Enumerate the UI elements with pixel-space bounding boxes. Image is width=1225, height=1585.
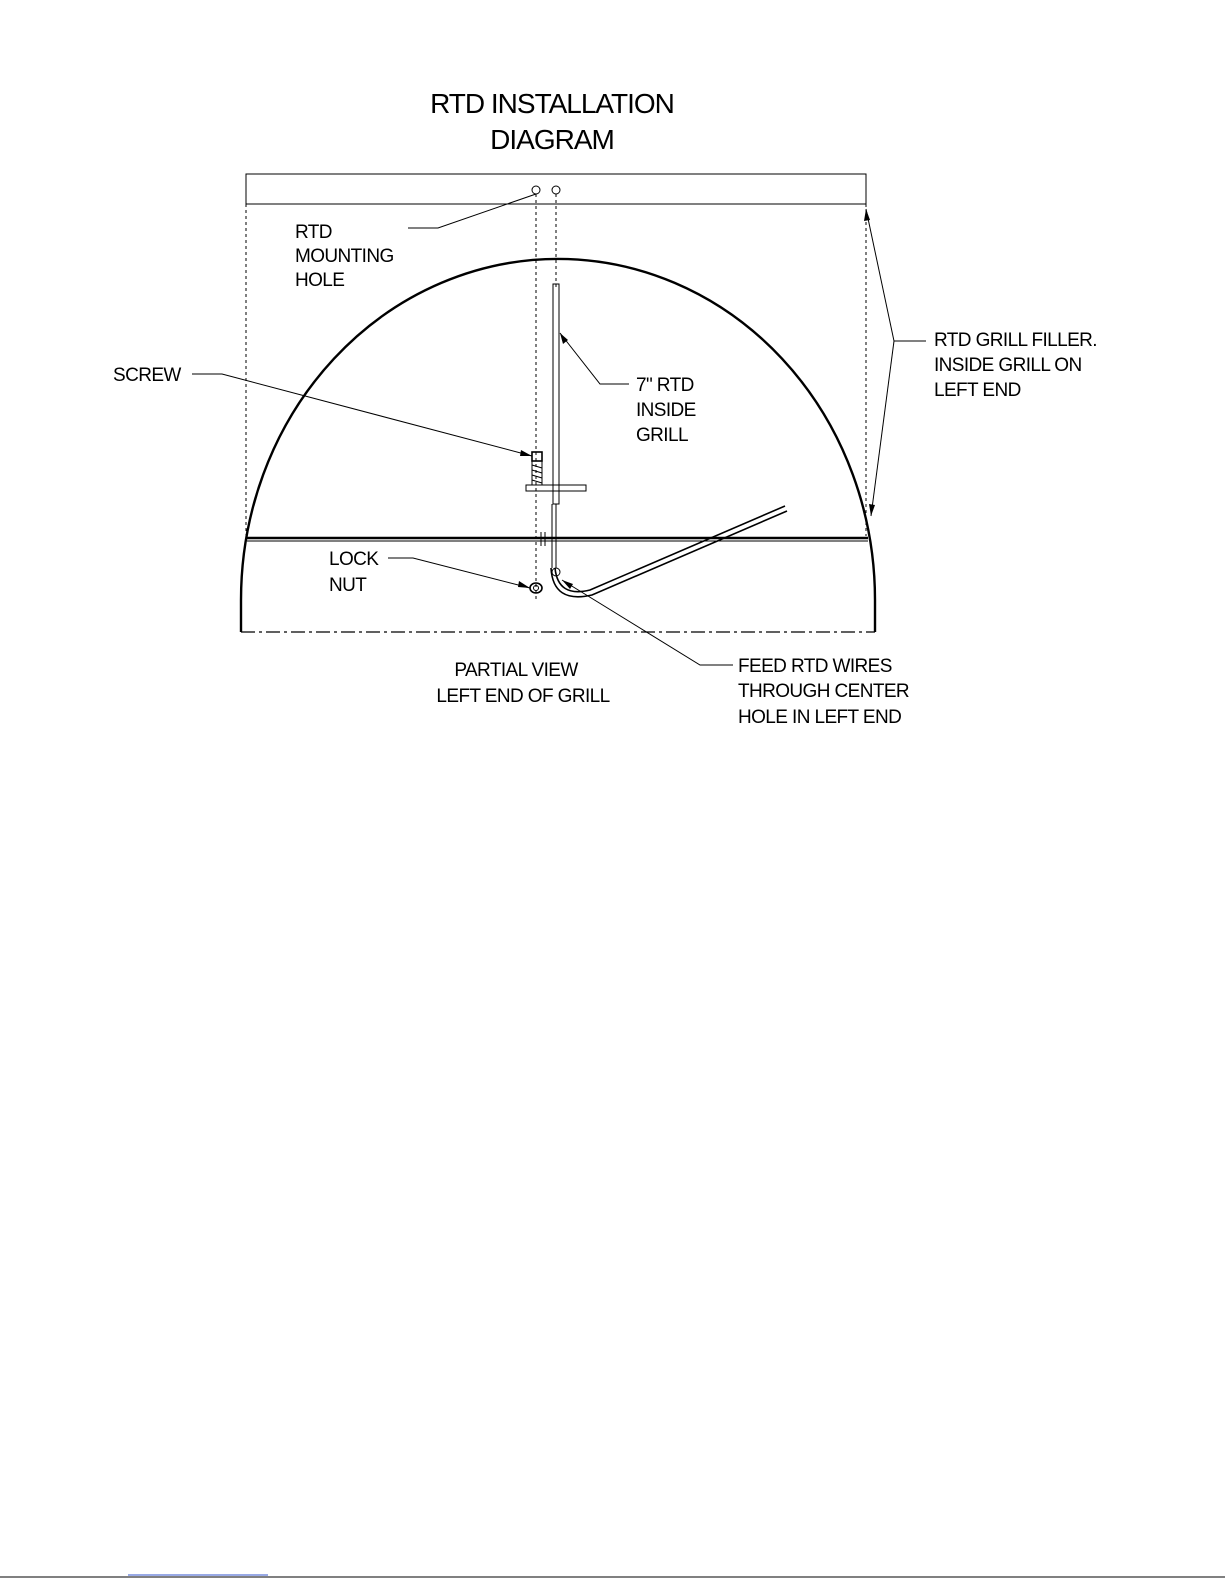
label-partial-view: [436, 660, 609, 707]
label-rtd-probe-line-3: GRILL: [636, 425, 688, 446]
label-mounting-hole-line-1: RTD: [295, 222, 332, 243]
label-lock-nut-line-2: NUT: [329, 575, 367, 596]
label-partial-view-line-1: PARTIAL VIEW: [454, 660, 578, 681]
screw: [532, 452, 542, 485]
diagram-title: [430, 88, 674, 155]
label-feed-wires-line-1: FEED RTD WIRES: [738, 656, 892, 677]
rtd-probe: [526, 284, 586, 568]
label-lock-nut: [329, 549, 379, 596]
mounting-hole-left: [532, 186, 540, 194]
label-feed-wires: [738, 656, 909, 728]
label-rtd-probe-line-1: 7" RTD: [636, 375, 694, 396]
label-mounting-hole: [295, 222, 394, 291]
label-mounting-hole-line-3: HOLE: [295, 270, 345, 291]
label-screw-text: SCREW: [113, 365, 181, 386]
label-grill-filler-line-3: LEFT END: [934, 380, 1021, 401]
title-line-2: DIAGRAM: [490, 124, 614, 155]
rtd-lead-wire: [551, 506, 787, 597]
label-partial-view-line-2: LEFT END OF GRILL: [436, 686, 610, 707]
label-feed-wires-line-2: THROUGH CENTER: [738, 681, 910, 702]
page-footer-rule: [0, 1575, 1225, 1577]
label-screw: [113, 365, 181, 386]
label-grill-filler-line-1: RTD GRILL FILLER.: [934, 330, 1097, 351]
title-line-1: RTD INSTALLATION: [430, 88, 674, 119]
label-lock-nut-line-1: LOCK: [329, 549, 379, 570]
label-mounting-hole-line-2: MOUNTING: [295, 246, 394, 267]
label-feed-wires-line-3: HOLE IN LEFT END: [738, 707, 902, 728]
label-grill-filler-line-2: INSIDE GRILL ON: [934, 355, 1082, 376]
label-rtd-probe: [636, 375, 696, 446]
mounting-hole-right: [552, 186, 560, 194]
label-rtd-probe-line-2: INSIDE: [636, 400, 696, 421]
label-grill-filler: [934, 330, 1097, 401]
